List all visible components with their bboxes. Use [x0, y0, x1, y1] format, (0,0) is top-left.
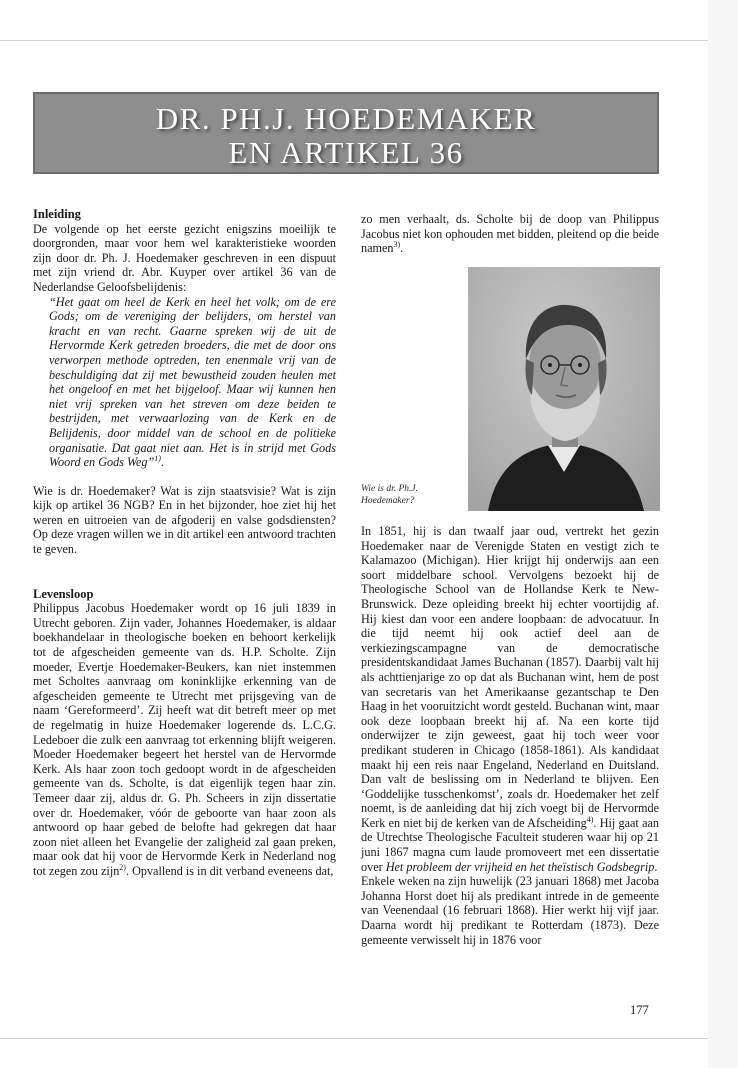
footnote-ref-4: 4) — [586, 814, 594, 824]
footnote-ref-3: 3) — [393, 240, 401, 250]
quote-end: . — [160, 455, 165, 470]
questions-paragraph: Wie is dr. Hoedemaker? Wat is zijn staatsvisie? Wat is zijn kijk op artikel 36 NGB? En in het bijzonder, hoe ziet hij het weren en uitroeien van de afgoderij en valse godsdiensten? Op deze vragen willen we in dit artikel een antwoord trachten te geven. — [33, 483, 336, 557]
right-column-body — [361, 524, 659, 947]
right-body-paragraph-1 — [361, 524, 659, 874]
right-top-text: zo men verhaalt, ds. Scholte bij de doop van Philippus Jacobus niet kon ophouden met bidden, pleitend op die beide namen — [361, 212, 659, 256]
bio-paragraph — [33, 601, 336, 878]
quote-text: “Het gaat om heel de Kerk en heel het volk; om de ere Gods; om de vereniging der belijders, om herstel van kracht en van recht. Gaarne spreken wij de uit de Hervormde Kerk getreden broeders, die met de door ons verworpen methode optreden, ten enenmale vrij van de beschuldiging dat zij met bewustheid zouden heulen met het ongeloof en met het bijgeloof. Maar wij kunnen hen niet vrij spreken van het streven om deze beiden te bestrijden, met verwaarlozing van de Kerk en de Belijdenis, door middel van de school en de politieke organisatie. Dat gaat niet aan. Het is in strijd met Gods Woord en Gods Weg” — [49, 294, 336, 470]
right-column-top — [361, 212, 659, 256]
footnote-ref-2: 2) — [119, 862, 126, 872]
right-top-paragraph — [361, 212, 659, 256]
bottom-rule — [0, 1038, 708, 1039]
dissertation-title: Het probleem der vrijheid en het theïstisch Godsbegrip — [385, 859, 655, 874]
title-line-1: DR. PH.J. HOEDEMAKER — [155, 101, 537, 136]
top-rule — [0, 40, 708, 41]
portrait-illustration — [468, 267, 660, 511]
intro-paragraph: De volgende op het eerste gezicht enigszins moeilijk te doorgronden, maar voor hem wel karakteristieke woorden zijn door dr. Ph. J. Hoedemaker geschreven in een dispuut met zijn vriend dr. Abr. Kuyper over artikel 36 van de Nederlandse Geloofsbelijdenis: — [33, 221, 336, 294]
title-banner — [33, 92, 659, 174]
photo-caption: Wie is dr. Ph.J. Hoedemaker? — [361, 484, 418, 506]
right-body-paragraph-2: Enkele weken na zijn huwelijk (23 januari 1868) met Jacoba Johanna Horst doet hij als predikant intrede in de gemeente van Veenendaal (16 februari 1868). Hier werkt hij vijf jaar. Daarna wordt hij predikant te Rotterdam (1873). Deze gemeente verwisselt hij in 1876 voor — [361, 874, 659, 947]
section-heading-inleiding: Inleiding — [33, 207, 81, 221]
portrait-photo — [468, 267, 660, 511]
left-column — [33, 207, 336, 879]
section-heading-levensloop: Levensloop — [33, 586, 94, 601]
bio-end: . Opvallend is in dit verband eveneens dat, — [125, 863, 334, 878]
right-body-text-1: In 1851, hij is dan twaalf jaar oud, vertrekt het gezin Hoedemaker naar de Verenigde Staten en vestigt zich te Kalamazoo (Michigan). Hier krijgt hij onderwijs aan een soort middelbare school. Vervolgens bezoekt hij de Theologische School van de Hollandse Kerk te New-Brunswick. Deze opleiding breekt hij echter voortijdig af. Hij kiest dan voor een andere loopbaan: de advocatuur. In die tijd neemt hij ook actief deel aan de verkiezingscampagne van de democratische presidentskandidaat James Buchanan (1857). Daarbij valt hij als achttienjarige zo op dat als Buchanan wint, hem de post van secretaris van het Amerikaanse gezantschap te Den Haag in het vooruitzicht wordt gesteld. Buchanan wint, maar ook deze loopbaan breekt hij af. Na een korte tijd onderwijzer te zijn geweest, gaat hij toch weer voor predikant studeren in Chicago (1858-1861). Als kandidaat maakt hij een reis naar Engeland, Nederland en Duitsland. Dan valt de beslissing om in Nederland te blijven. Een ‘Goddelijke tusschenkomst’, zoals dr. Hoedemaker het zelf noemt, is de aanleiding dat hij zich voegt bij de Hervormde Kerk en niet bij de kerken van de Afscheiding — [361, 524, 659, 830]
right-body-text-1c: . — [654, 859, 658, 874]
footnote-ref-1: 1) — [154, 454, 161, 464]
page-margin-strip — [708, 0, 738, 1068]
right-body-text-1b: . Hij gaat aan de Utrechtse Theologische Faculteit studeren waar hij op 21 juni 1867 magna cum laude promoveert met een dissertatie over — [361, 815, 659, 874]
title-line-2: EN ARTIKEL 36 — [228, 135, 464, 170]
kuyper-quote — [33, 295, 336, 470]
bio-text: Philippus Jacobus Hoedemaker wordt op 16 juli 1839 in Utrecht geboren. Zijn vader, Johannes Hoedemaker, is aldaar boekhandelaar in theologische boeken en behoort kerkelijk tot de afgescheiden gemeente van ds. H.P. Scholte. Zijn moeder, Evertje Hoedemaker-Beukers, kan niet instemmen met Scholtes aanvraag om koninklijke erkenning van de afgescheiden gemeente te Utrecht met prijsgeving van de naam ‘Gereformeerd’. Zij heeft wat dit betreft meer op met de regelmatig in huize Hoedemaker logerende ds. L.C.G. Ledeboer die zulk een aanvraag tot erkenning blijft weigeren. Moeder Hoedemaker begeert het herstel van de Hervormde Kerk. Als haar zoon toch gedoopt wordt in de afgescheiden gemeente van ds. Scholte, is dat eigenlijk tegen haar zin. Temeer daar zij, aldus dr. G. Ph. Scheers in zijn dissertatie over dr. Hoedemaker, vóór de geboorte van haar zoon als antwoord op haar gebed de belofte had gekregen dat haar zoon niet alleen het Evangelie der zaligheid zal gaan preken, maar ook dat hij voor de Hervormde Kerk in Nederland nog tot zegen zou zijn — [33, 601, 336, 878]
right-top-end: . — [400, 241, 404, 256]
page-number: 177 — [630, 1003, 649, 1017]
